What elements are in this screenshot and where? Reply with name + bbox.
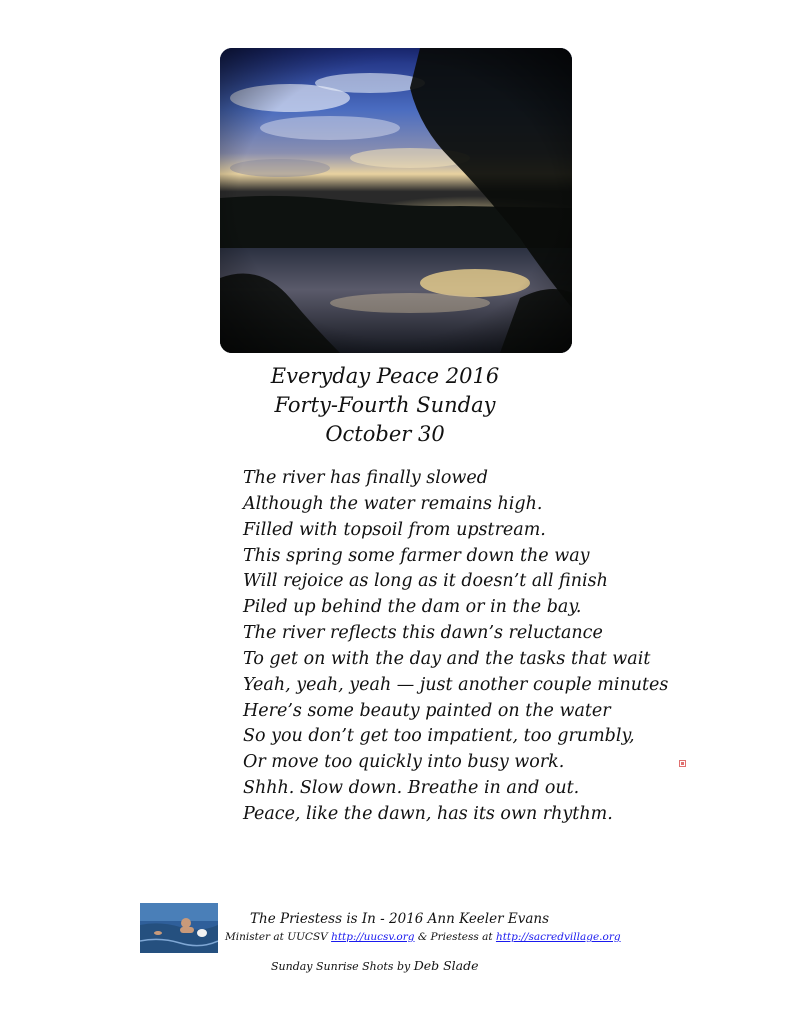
poem-line: Piled up behind the dam or in the bay. (243, 597, 582, 618)
footer-contact-line (225, 931, 621, 943)
priestess-label: & Priestess at (417, 931, 493, 943)
annotation-marker-icon[interactable] (679, 760, 686, 767)
uucsv-link[interactable]: http://uucsv.org (331, 931, 415, 943)
poem-title: Everyday Peace 2016 (270, 364, 500, 388)
poem-line: Peace, like the dawn, has its own rhythm. (243, 803, 613, 824)
poem-line: So you don’t get too impatient, too grumbly, (243, 726, 635, 747)
minister-label: Minister at UUCSV (225, 931, 328, 943)
poem-line: This spring some farmer down the way (243, 545, 590, 566)
credit-prefix: Sunday Sunrise Shots by (271, 960, 411, 973)
poem-title-block (200, 362, 570, 449)
swimmer-thumbnail (140, 903, 218, 953)
poem-line: Filled with topsoil from upstream. (243, 519, 546, 540)
sunrise-photo (220, 48, 572, 353)
poem-line: Or move too quickly into busy work. (243, 752, 565, 773)
poem-body (243, 466, 669, 828)
poem-subtitle: Forty-Fourth Sunday (274, 393, 496, 417)
poem-line: The river reflects this dawn’s reluctance (243, 623, 603, 644)
poem-line: The river has finally slowed (243, 468, 488, 488)
footer-title: The Priestess is In - 2016 Ann Keeler Evans (250, 911, 550, 927)
poem-date: October 30 (325, 422, 445, 446)
poem-line: Will rejoice as long as it doesn’t all finish (243, 571, 608, 592)
poem-line: Although the water remains high. (243, 493, 543, 514)
poem-line: Yeah, yeah, yeah — just another couple minutes (243, 674, 669, 695)
poem-line: Here’s some beauty painted on the water (243, 700, 611, 721)
sacredvillage-link[interactable]: http://sacredvillage.org (495, 931, 621, 943)
credit-name: Deb Slade (413, 958, 479, 973)
photo-credit (271, 958, 479, 973)
poem-line: Shhh. Slow down. Breathe in and out. (243, 778, 580, 799)
poem-line: To get on with the day and the tasks that wait (243, 648, 651, 669)
